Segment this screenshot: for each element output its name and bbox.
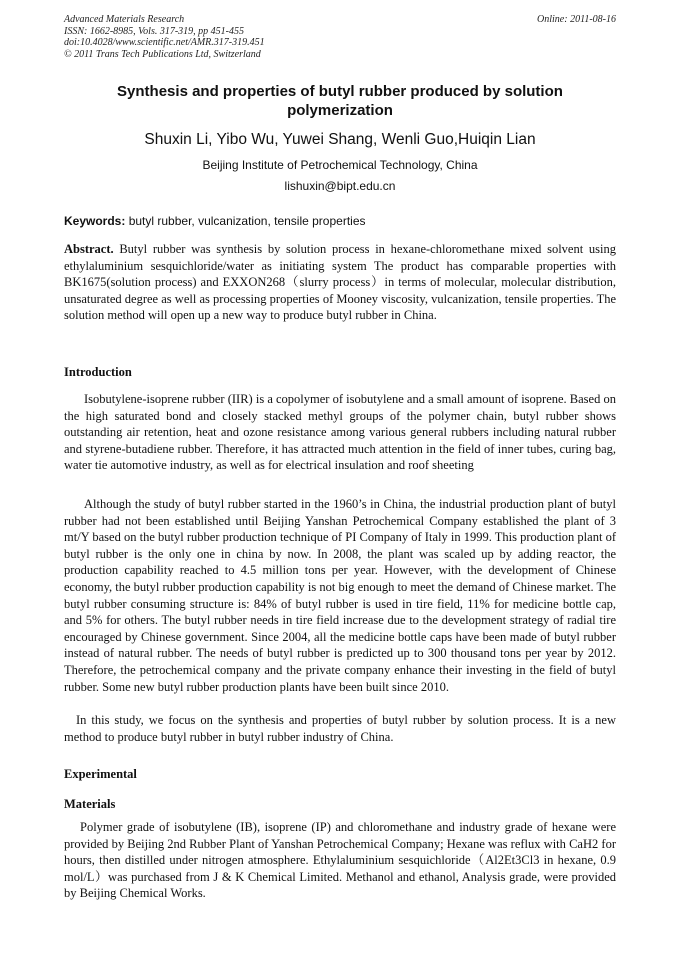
authors: Shuxin Li, Yibo Wu, Yuwei Shang, Wenli Guo,Huiqin Lian <box>144 131 536 148</box>
journal-name: Advanced Materials Research <box>64 14 185 25</box>
intro-paragraph-3: In this study, we focus on the synthesis and properties of butyl rubber by solution process. It is a new method to produce butyl rubber in butyl rubber industry of China. <box>64 713 616 744</box>
doi-line: doi:10.4028/www.scientific.net/AMR.317-319.451 <box>64 37 265 48</box>
keywords-text: butyl rubber, vulcanization, tensile properties <box>125 214 366 228</box>
intro-paragraph-2: Although the study of butyl rubber started in the 1960’s in China, the industrial production plant of butyl rubber had not been established until Beijing Yanshan Petrochemical Company established the plant of 3 mt/Y based on the butyl rubber production technique of PI Company of Italy in 1999. This production plant of butyl rubber is the only one in china by now. In 2008, the plant was scaled up by adding reactor, the production capability reached to 4.5 million tons per year. However, with the development of Chinese economy, the butyl rubber production capability is not big enough to meet the demand of Chinese market. The butyl rubber consuming structure is: 84% of butyl rubber is used in tire field, 11% for medicine bottle cap, and 5% for others. The butyl rubber needs in tire field increase due to the development strategy of radial tire encouraged by Chinese government. Since 2004, all the medicine bottle caps have been made of butyl rubber instead of natural rubber. The needs of butyl rubber is predicted up to 300 thousand tons per year by 2012. Therefore, the petrochemical company and the private company enhance their investing in the field of butyl rubber. Some new butyl rubber production plants have been built since 2010. <box>64 497 616 694</box>
abstract <box>64 241 616 324</box>
copyright-line: © 2011 Trans Tech Publications Ltd, Switzerland <box>64 48 261 60</box>
materials-paragraph: Polymer grade of isobutylene (IB), isoprene (IP) and chloromethane and industry grade of hexane were provided by Beijing 2nd Rubber Plant of Yanshan Petrochemical Company; Hexane was reflux with CaH2 for hours, then distilled under nitrogen atmosphere. Ethylaluminium sesquichloride（Al2Et3Cl3 in hexane, 0.9 mol/L）was purchased from J & K Chemical Limited. Methanol and ethanol, Analysis grade, were provided by Beijing Chemical Works. <box>64 820 616 901</box>
abstract-text: Butyl rubber was synthesis by solution process in hexane-chloromethane mixed solvent using ethylaluminium sesquichloride/water as initiating system The product has comparable properties with BK1675(solution process) and EXXON268（slurry process）in terms of molecular, molecular distribution, unsaturated degree as well as processing properties of Mooney viscosity, vulcanization, tensile properties. The solution method will open up a new way to produce butyl rubber in China. <box>64 242 616 323</box>
author-email[interactable]: lishuxin@bipt.edu.cn <box>284 179 396 193</box>
materials-heading: Materials <box>64 797 116 811</box>
intro-paragraph-1: Isobutylene-isoprene rubber (IIR) is a copolymer of isobutylene and a small amount of isoprene. Based on the high saturated bond and closely stacked methyl groups of the polymer chain, butyl rubber shows outstanding air retention, heat and ozone resistance among various general rubbers including natural rubber and styrene-butadiene rubber. Therefore, it has attracted much attention in the field of inner tubes, curing bag, water tie automotive industry, as well as for electrical insulation and roof sheeting <box>64 392 616 473</box>
issn-line: ISSN: 1662-8985, Vols. 317-319, pp 451-455 <box>64 25 244 37</box>
experimental-heading: Experimental <box>64 767 137 781</box>
page-header <box>64 14 616 60</box>
affiliation: Beijing Institute of Petrochemical Technology, China <box>202 158 478 172</box>
keywords-label: Keywords: <box>64 214 126 228</box>
abstract-label: Abstract. <box>64 242 114 256</box>
keywords <box>64 213 616 229</box>
paper-title: Synthesis and properties of butyl rubber produced by solution polymerization <box>117 83 563 119</box>
online-date: Online: 2011-08-16 <box>537 14 616 25</box>
introduction-heading: Introduction <box>64 365 132 379</box>
